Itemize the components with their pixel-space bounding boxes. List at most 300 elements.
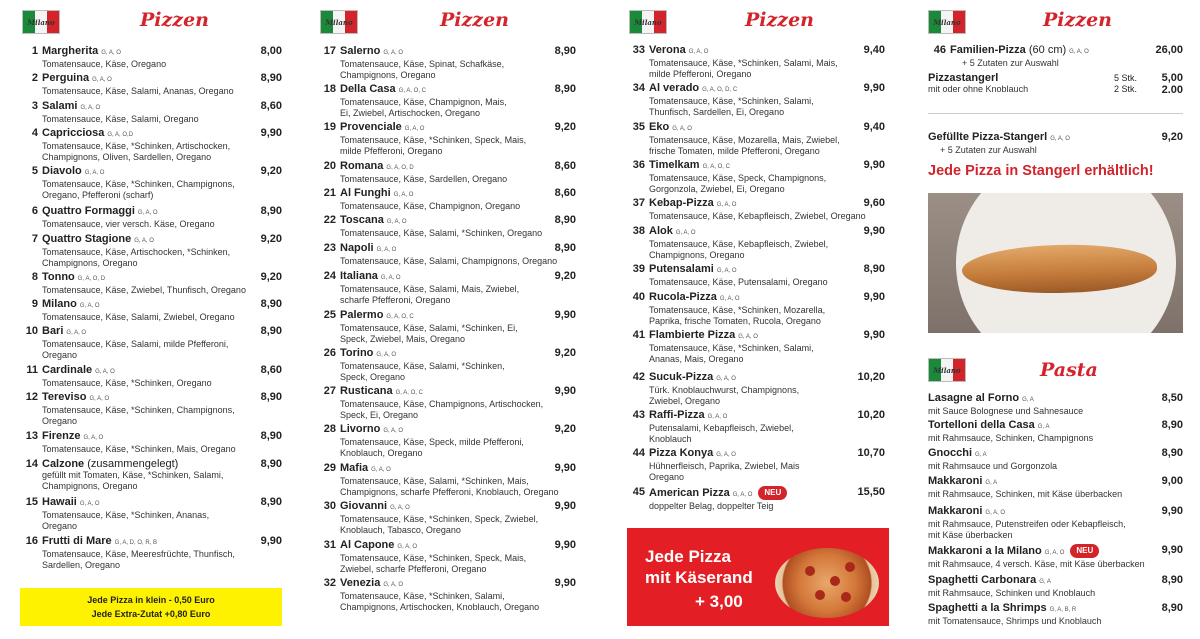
price: 8,60: [554, 187, 576, 199]
allergen-codes: G, A: [975, 452, 987, 458]
item-number: 41: [632, 329, 645, 341]
allergen-codes: G, A, O: [985, 510, 1006, 516]
small-pizza-note: Jede Pizza in klein - 0,50 Euro: [87, 595, 215, 605]
item-description: Oregano: [42, 349, 78, 360]
item-number: 43: [632, 409, 645, 421]
price: 9,90: [554, 500, 576, 512]
item-description: Champignons, Oregano: [649, 249, 745, 260]
allergen-codes: G, A, O: [738, 334, 758, 340]
item-number: 45: [632, 486, 645, 498]
item-number: 15: [25, 496, 38, 508]
item-name: Toscana: [340, 214, 384, 226]
allergen-codes: G, A, O,D: [107, 132, 134, 138]
item-name: Diavolo: [42, 165, 82, 177]
section-title-pasta: Pasta: [1040, 359, 1098, 381]
item-name: Spaghetti a la Shrimps: [928, 602, 1047, 614]
price: 8,50: [1161, 392, 1183, 404]
item-number: 24: [323, 270, 336, 282]
item-number: 40: [632, 291, 645, 303]
item-description: Tomatensauce, Käse, Putensalami, Oregano: [649, 277, 828, 287]
allergen-codes: G, A, O: [95, 369, 115, 375]
item-name: Al verado: [649, 82, 700, 94]
item-name: Familien-Pizza: [950, 44, 1026, 56]
price: 9,20: [554, 121, 576, 133]
promo-text: Jede Pizza mit Käserand: [645, 547, 753, 587]
allergen-codes: G, A, O: [707, 414, 728, 420]
item-number: 31: [323, 539, 336, 551]
item-number: 16: [25, 535, 38, 547]
item-number: 34: [632, 82, 645, 94]
price: 8,60: [260, 100, 282, 112]
item-number: 29: [323, 462, 336, 474]
italian-flag-logo: Milano: [320, 10, 358, 34]
extra-topping-note: Jede Extra-Zutat +0,80 Euro: [91, 609, 211, 619]
allergen-codes: G, A, O: [383, 428, 404, 434]
price: 9,20: [554, 270, 576, 282]
price: 10,70: [857, 447, 885, 459]
item-description: Tomatensauce, Käse, Salami, Ananas, Oregano: [42, 86, 234, 96]
item-description: Champignons, Oregano: [42, 480, 138, 491]
allergen-codes: G, A, O: [716, 376, 736, 382]
italian-flag-logo: Milano: [928, 10, 966, 34]
item-name: Firenze: [42, 430, 81, 442]
allergen-codes: G, A, O: [137, 210, 158, 216]
item-name: Alok: [649, 225, 673, 237]
price: 9,20: [554, 347, 576, 359]
new-badge: NEU: [758, 486, 787, 500]
item-number: 37: [632, 197, 645, 209]
price: 8,60: [554, 160, 576, 172]
price: 9,00: [1161, 475, 1183, 487]
allergen-codes: G, A, O: [732, 492, 753, 498]
item-name: Rusticana: [340, 385, 393, 397]
item-number: 4: [31, 127, 38, 139]
italian-flag-logo: Milano: [22, 10, 60, 34]
pasta-header: [928, 348, 1183, 384]
item-number: 25: [323, 309, 336, 321]
price: 8,90: [1161, 447, 1183, 459]
item-description: Oregano, Pfefferoni (scharf): [42, 189, 154, 200]
item-description: Tomatensauce, Käse, Salami, *Schinken, Mais,: [340, 476, 529, 486]
item-description: milde Pfefferoni, Oregano: [649, 68, 752, 79]
price: 10,20: [857, 371, 885, 383]
item-number: 10: [25, 325, 38, 337]
item-description: Oregano: [42, 520, 78, 531]
allergen-codes: G, A, O: [390, 505, 410, 511]
item-name: American Pizza: [649, 487, 730, 499]
price: 9,90: [1161, 544, 1183, 556]
item-description: Tomatensauce, Käse, Kebapfleisch, Zwiebel, Oregano: [649, 211, 866, 221]
price: 8,90: [554, 45, 576, 57]
item-description: mit Rahmsauce, 4 versch. Käse, mit Käse überbacken: [928, 559, 1145, 569]
item-description: Tomatensauce, Käse, Salami, Mais, Zwiebel,: [340, 284, 520, 294]
allergen-codes: G, A, O: [716, 452, 736, 458]
stangerl-slogan: Jede Pizza in Stangerl erhältlich!: [928, 163, 1154, 179]
item-name: Perguina: [42, 72, 90, 84]
column-2: [318, 0, 576, 639]
item-description: doppelter Belag, doppelter Teig: [649, 501, 774, 511]
item-name: Hawaii: [42, 496, 77, 508]
item-number: 8: [31, 271, 38, 283]
price: 8,90: [260, 325, 282, 337]
price: 9,20: [554, 423, 576, 435]
allergen-codes: G, A, O: [134, 238, 154, 244]
item-description: Tomatensauce, Käse, Salami, Champignons, Oregano: [340, 256, 558, 266]
pizza-stangerl-photo: [928, 193, 1183, 333]
price: 10,20: [857, 409, 885, 421]
price: 9,90: [554, 539, 576, 551]
allergen-codes: G, A, O: [79, 501, 100, 507]
price: 9,90: [554, 577, 576, 589]
item-description: Tomatensauce, Käse, Salami, *Schinken, Oregano: [340, 228, 543, 238]
item-number: 18: [323, 83, 336, 95]
price: 8,90: [260, 496, 282, 508]
item-description: mit Rahmsauce, Schinken und Knoblauch: [928, 588, 1096, 598]
column-4-header: [928, 0, 1183, 36]
item-description: Tomatensauce, Käse, *Schinken, Mozarella,: [649, 305, 826, 315]
price: 8,60: [260, 364, 282, 376]
item-description: mit Rahmsauce, Putenstreifen oder Kebapfleisch,: [928, 519, 1126, 529]
item-name: Raffi-Pizza: [649, 409, 705, 421]
price: 9,90: [554, 309, 576, 321]
item-number: 6: [31, 205, 38, 217]
allergen-codes: G, A, D, O, R, B: [114, 540, 158, 546]
column-1-header: [20, 0, 282, 36]
item-description: Tomatensauce, Käse, Salami, milde Pfefferoni,: [42, 339, 229, 349]
price: 9,20: [260, 271, 282, 283]
item-number: 36: [632, 159, 645, 171]
item-description: Tomatensauce, Käse, Speck, milde Pfefferoni,: [340, 437, 524, 447]
item-name: Venezia: [340, 577, 381, 589]
item-number: 32: [323, 577, 336, 589]
column-2-header: [318, 0, 576, 36]
item-description: Tomatensauce, Käse, *Schinken, Speck, Zwiebel,: [340, 514, 539, 524]
item-name: Cardinale: [42, 364, 93, 376]
item-description: Tomatensauce, Käse, *Schinken, Salami,: [649, 96, 814, 106]
item-name: Capricciosa: [42, 127, 105, 139]
item-description: Speck, Zwiebel, Mais, Oregano: [340, 333, 466, 344]
item-name: Calzone: [42, 458, 85, 470]
price: 8,90: [1161, 602, 1183, 614]
allergen-codes: G, A, O: [1044, 550, 1065, 556]
allergen-codes: G, A: [1022, 397, 1034, 403]
item-description: Ananas, Mais, Oregano: [649, 353, 744, 364]
item-description: Tomatensauce, Käse, Zwiebel, Thunfisch, Oregano: [42, 285, 246, 295]
item-number: 21: [323, 187, 336, 199]
allergen-codes: G, A, O: [719, 296, 740, 302]
item-number: 11: [26, 364, 38, 376]
allergen-codes: G, A, O: [89, 396, 110, 402]
item-name: Salerno: [340, 45, 381, 57]
price: 15,50: [857, 486, 885, 498]
italian-flag-logo: Milano: [928, 358, 966, 382]
item-number: 35: [632, 121, 645, 133]
item-name: Milano: [42, 298, 77, 310]
item-description: Tomatensauce, Käse, Oregano: [42, 59, 167, 69]
item-number: 39: [632, 263, 645, 275]
allergen-codes: G, A, O, D: [77, 276, 106, 282]
item-description: Speck, Ei, Oregano: [340, 409, 419, 420]
item-description: Champignons, scharfe Pfefferoni, Knoblauch, Oregano: [340, 486, 559, 497]
allergen-codes: G, A, O: [397, 544, 418, 550]
item-description: mit Käse überbacken: [928, 529, 1013, 540]
allergen-codes: G, A, O: [716, 268, 737, 274]
allergen-codes: G, A, O: [84, 170, 105, 176]
item-name: Makkaroni: [928, 505, 983, 517]
allergen-codes: G, A, O: [672, 126, 692, 132]
price: 9,40: [863, 44, 885, 56]
allergen-codes: G, A, O: [675, 230, 696, 236]
allergen-codes: G, A, O: [101, 50, 121, 56]
allergen-codes: G, A: [1039, 579, 1051, 585]
item-description: Tomatensauce, Käse, Salami, Oregano: [42, 114, 199, 124]
price: 8,90: [260, 298, 282, 310]
allergen-codes: G, A, O: [688, 49, 709, 55]
item-name: Pizza Konya: [649, 447, 714, 459]
item-number: 27: [323, 385, 336, 397]
item-description: Tomatensauce, Käse, *Schinken, Speck, Mais,: [340, 553, 527, 563]
item-number: 14: [25, 458, 38, 470]
item-description: Putensalami, Kebapfleisch, Zwiebel,: [649, 423, 794, 433]
item-name: Palermo: [340, 309, 384, 321]
column-3-header: [627, 0, 885, 36]
new-badge: NEU: [1070, 544, 1099, 558]
item-description: Tomatensauce, Käse, *Schinken, Ananas,: [42, 510, 210, 520]
allergen-codes: G, A, O: [383, 50, 404, 56]
item-name: Lasagne al Forno: [928, 392, 1020, 404]
price: 8,90: [554, 83, 576, 95]
item-description: Tomatensauce, Käse, *Schinken, Mais, Oregano: [42, 444, 236, 454]
item-name: Al Capone: [340, 539, 395, 551]
item-description: Tomatensauce, Käse, Salami, *Schinken,: [340, 361, 505, 371]
item-number: 19: [323, 121, 336, 133]
allergen-codes: G, A, O: [404, 126, 425, 132]
allergen-codes: G, A, O, C: [702, 164, 730, 170]
price: 8,90: [863, 263, 885, 275]
item-name: Torino: [340, 347, 374, 359]
item-description: Hühnerfleisch, Paprika, Zwiebel, Mais: [649, 461, 800, 471]
price: 9,20: [260, 233, 282, 245]
allergen-codes: G, A, O: [376, 247, 397, 253]
item-name: Putensalami: [649, 263, 714, 275]
item-number: 3: [31, 100, 38, 112]
item-description: Paprika, frische Tomaten, Rucola, Oregano: [649, 315, 821, 326]
item-description: mit Sauce Bolognese und Sahnesauce: [928, 406, 1084, 416]
item-description: Tomatensauce, Käse, *Schinken, Champignons,: [42, 405, 235, 415]
item-number: 30: [323, 500, 336, 512]
item-number: 44: [632, 447, 645, 459]
item-number: 42: [632, 371, 645, 383]
price: 9,40: [863, 121, 885, 133]
item-description: Knoblauch, Tabasco, Oregano: [340, 524, 461, 535]
allergen-codes: G, A: [985, 480, 998, 486]
item-name: Quattro Stagione: [42, 233, 132, 245]
price: 8,90: [260, 458, 282, 470]
item-number: 13: [25, 430, 38, 442]
price: 9,90: [863, 291, 885, 303]
allergen-codes: G, A, O: [716, 202, 737, 208]
item-name: Flambierte Pizza: [649, 329, 736, 341]
allergen-codes: G, A, O: [1069, 49, 1089, 55]
item-name: Della Casa: [340, 83, 396, 95]
item-name: Al Funghi: [340, 187, 391, 199]
allergen-codes: G, A, O, C: [386, 314, 414, 320]
item-description: gefüllt mit Tomaten, Käse, *Schinken, Salami,: [42, 470, 224, 480]
allergen-codes: G, A, O: [376, 352, 397, 358]
item-number: 7: [31, 233, 38, 245]
item-number: 17: [323, 45, 336, 57]
allergen-codes: G, A, O, C: [395, 390, 423, 396]
item-description: Speck, Oregano: [340, 371, 406, 382]
allergen-codes: G, A, O: [380, 275, 401, 281]
item-description: milde Pfefferoni, Oregano: [340, 145, 443, 156]
allergen-codes: G, A, O: [83, 435, 104, 441]
item-description: Knoblauch, Oregano: [340, 447, 423, 458]
allergen-codes: G, A, O: [393, 192, 414, 198]
allergen-codes: G, A, O: [79, 303, 100, 309]
allergen-codes: G, A, O, D: [386, 165, 414, 171]
item-description: Sardellen, Oregano: [42, 559, 121, 570]
item-name: Rucola-Pizza: [649, 291, 717, 303]
item-name: Timelkam: [649, 159, 700, 171]
item-name: Verona: [649, 44, 686, 56]
item-name: Makkaroni: [928, 475, 983, 487]
item-number: 20: [323, 160, 336, 172]
price: 8,90: [1161, 419, 1183, 431]
price: 8,90: [554, 242, 576, 254]
allergen-codes: G, A, O, C: [398, 88, 426, 94]
item-number: 1: [31, 45, 38, 57]
promo-price: + 3,00: [695, 592, 743, 611]
item-number: 46: [933, 44, 946, 56]
item-description: Tomatensauce, Käse, Champignon, Oregano: [340, 201, 521, 211]
item-number: 28: [323, 423, 336, 435]
item-name: Kebap-Pizza: [649, 197, 714, 209]
item-name: Eko: [649, 121, 670, 133]
item-number: 22: [323, 214, 336, 226]
item-number: 5: [31, 165, 38, 177]
item-name: Tortelloni della Casa: [928, 419, 1035, 431]
section-title-pizzen: Pizzen: [140, 9, 209, 31]
item-name: Margherita: [42, 45, 99, 57]
section-title-pizzen: Pizzen: [440, 9, 509, 31]
price: 8,90: [260, 72, 282, 84]
item-number: 9: [31, 298, 38, 310]
allergen-codes: G, A, O: [383, 582, 404, 588]
item-description: mit Rahmsauce, Schinken, mit Käse überbacken: [928, 489, 1123, 499]
item-name: Frutti di Mare: [42, 535, 112, 547]
item-subtitle: (zusammengelegt): [87, 458, 179, 470]
item-description: Thunfisch, Sardellen, Ei, Oregano: [649, 106, 785, 117]
item-description: Ei, Zwiebel, Artischocken, Oregano: [340, 107, 481, 118]
price: 9,90: [260, 535, 282, 547]
item-number: 38: [632, 225, 645, 237]
column-4: Milano Pizzen 46 Familien-Pizza (60 cm) G, A, O + 5 Zutaten zur Auswahl 26,00 Pizzastangerl mit oder ohne Knoblauch 5 Stk. 2 Stk. 5,00 2.00 Gefüllte Pizza-Stangerl G, A, O + 5 Zutaten zur Auswahl 9,20 Milano Pasta Lasagne al Forno G, A mit Sauce Bolognese und Sahnesauce 8,50 Tortelloni della Casa G, A mit Rahmsauce, Schinken, Champignons 8,90 Gnocchi G, A mit Rahmsauce und Gorgonzola 8,90 Makkaroni G, A mit Rahmsauce, Schinken, mit Käse überbacken 9,00 Makkaroni G, A, O mit Rahmsauce, Putenstreifen oder Kebapfleisch, mit Käse überbacken 9,90 Makkaroni a la Milano G, A, O NEU mit Rahmsauce, 4 versch. Käse, mit Käse überbacken 9,90 Spaghetti Carbonara G, A mit Rahmsauce, Schinken und Knoblauch 8,90 Spaghetti a la Shrimps G, A, B, R mit Tomatensauce, Shrimps und Knoblauch 8,90: [928, 0, 1183, 639]
item-description: mit Rahmsauce, Schinken, Champignons: [928, 433, 1094, 443]
item-name: Italiana: [340, 270, 378, 282]
price: 9,90: [863, 329, 885, 341]
yellow-info-box: [20, 588, 282, 626]
item-name: Mafia: [340, 462, 369, 474]
item-name: Sucuk-Pizza: [649, 371, 714, 383]
column-1: [20, 0, 282, 639]
item-description: Tomatensauce, Käse, *Schinken, Speck, Mais,: [340, 135, 527, 145]
allergen-codes: G, A, O: [371, 467, 391, 473]
price: 8,90: [260, 205, 282, 217]
item-description: Zwiebel, scharfe Pfefferoni, Oregano: [340, 563, 487, 574]
stangerl-price-2: 2.00: [1161, 84, 1183, 96]
item-name: Tonno: [42, 271, 75, 283]
item-description: Oregano: [42, 415, 78, 426]
allergen-codes: G, A, B, R: [1049, 607, 1077, 613]
item-name: Bari: [42, 325, 64, 337]
price: 9,90: [863, 225, 885, 237]
item-number: 2: [31, 72, 38, 84]
item-name: Spaghetti Carbonara: [928, 574, 1037, 586]
item-name: Salami: [42, 100, 78, 112]
item-description: scharfe Pfefferoni, Oregano: [340, 294, 451, 305]
item-name: Napoli: [340, 242, 374, 254]
item-description: mit Rahmsauce und Gorgonzola: [928, 461, 1058, 471]
item-description: Tomatensauce, Käse, Artischocken, *Schinken,: [42, 247, 231, 257]
item-name: Provenciale: [340, 121, 402, 133]
allergen-codes: G, A, O, D, C: [702, 87, 738, 93]
item-description: Tomatensauce, Käse, Salami, Zwiebel, Oregano: [42, 312, 235, 322]
item-description: Tomatensauce, Käse, *Schinken, Oregano: [42, 378, 212, 388]
item-description: Champignons, Oregano: [42, 257, 138, 268]
item-name: Quattro Formaggi: [42, 205, 135, 217]
item-description: Tomatensauce, Käse, Champignons, Artischocken,: [340, 399, 544, 409]
item-description: Tomatensauce, Käse, *Schinken, Champignons,: [42, 179, 235, 189]
price: 8,90: [554, 214, 576, 226]
price: 9,20: [1161, 131, 1183, 143]
allergen-codes: G, A, O: [80, 105, 101, 111]
item-description: Tomatensauce, Käse, Speck, Champignons,: [649, 173, 827, 183]
item-description: Tomatensauce, Käse, Sardellen, Oregano: [340, 174, 508, 184]
price: 9,90: [1161, 505, 1183, 517]
item-description: Knoblauch: [649, 433, 692, 444]
item-description: Tomatensauce, Käse, Mozarella, Mais, Zwiebel,: [649, 135, 840, 145]
item-number: 23: [323, 242, 336, 254]
item-description: Tomatensauce, Käse, Champignon, Mais,: [340, 97, 507, 107]
price: 9,90: [863, 159, 885, 171]
item-description: Zwiebel, Oregano: [649, 395, 721, 406]
stangerl-price-5: 5,00: [1161, 72, 1183, 84]
price: 9,90: [554, 385, 576, 397]
item-description: Tomatensauce, Käse, Kebapfleisch, Zwiebel,: [649, 239, 829, 249]
item-description: frische Tomaten, milde Pfefferoni, Oregano: [649, 145, 820, 156]
item-description: Tomatensauce, vier versch. Käse, Oregano: [42, 219, 215, 229]
item-description: Tomatensauce, Käse, *Schinken, Salami,: [649, 343, 814, 353]
allergen-codes: G, A, O: [66, 330, 87, 336]
item-name: Tereviso: [42, 391, 87, 403]
item-name: Livorno: [340, 423, 381, 435]
price: 9,90: [554, 462, 576, 474]
item-number: 12: [25, 391, 38, 403]
divider: [928, 113, 1183, 114]
item-name: Gnocchi: [928, 447, 973, 459]
price: 26,00: [1155, 44, 1183, 56]
price: 9,90: [260, 127, 282, 139]
price: 9,90: [863, 82, 885, 94]
price: 8,90: [260, 430, 282, 442]
item-description: Tomatensauce, Käse, Meeresfrüchte, Thunfisch,: [42, 549, 235, 559]
item-name: Makkaroni a la Milano: [928, 545, 1042, 557]
price: 8,90: [1161, 574, 1183, 586]
price: 8,90: [260, 391, 282, 403]
italian-flag-logo: Milano: [629, 10, 667, 34]
item-name: Romana: [340, 160, 384, 172]
